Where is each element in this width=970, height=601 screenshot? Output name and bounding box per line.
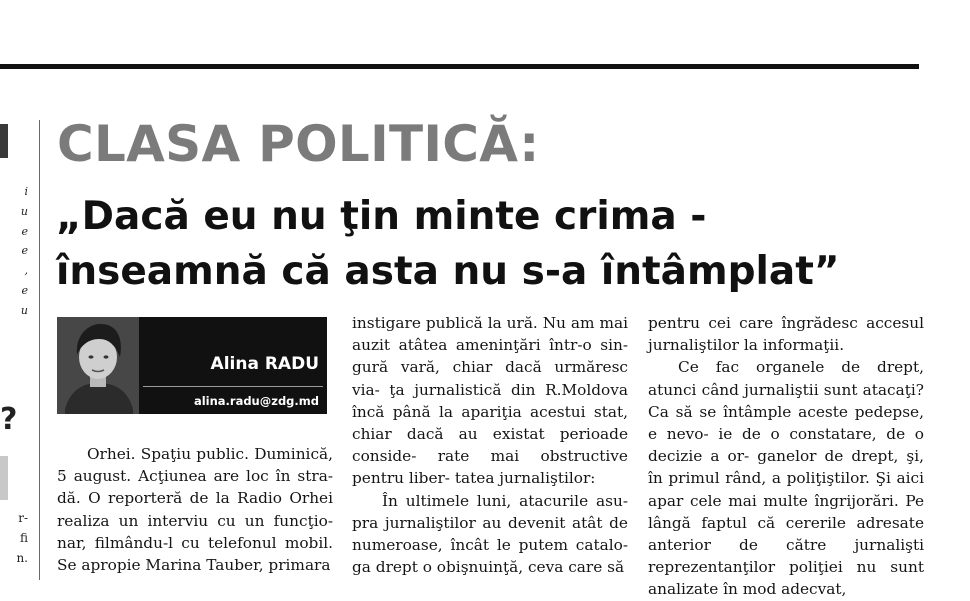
author-divider xyxy=(143,386,323,387)
paragraph: pentru cei care îngrădesc accesul jurnaliştilor la informaţii. xyxy=(648,314,924,355)
paragraph: În ultimele luni, atacurile asu- pra jurnaliştilor au devenit atât de numeroase, încât le putem catalo- ga drept o obişnuinţă, ceva care să xyxy=(352,491,628,577)
headline-line-1: „Dacă eu nu ţin minte crima - xyxy=(56,194,707,239)
column-divider xyxy=(39,120,40,580)
author-box xyxy=(57,317,327,414)
adjacent-grey-block xyxy=(0,456,8,500)
article-headline xyxy=(56,189,936,299)
top-rule xyxy=(0,64,919,69)
article-column-3 xyxy=(648,312,924,601)
paragraph: instigare publică la ură. Nu am mai auzit atâtea ameninţări într-o sin- gură vară, chiar dacă urmăresc via- ţa jurnalistică din R.Moldova încă până la apariţia acestui stat, chiar dacă au existat perioade conside- rate mai obstructive pentru liber- tatea jurnaliştilor: xyxy=(352,314,628,488)
headline-line-2: înseamnă că asta nu s-a întâmplat” xyxy=(56,249,840,294)
author-name: Alina RADU xyxy=(210,354,319,374)
adjacent-article-fragment xyxy=(0,118,32,580)
adjacent-italic-text: i u e e , e u xyxy=(20,185,28,317)
article-column-1 xyxy=(57,443,333,576)
paragraph: Ce fac organele de drept, atunci când jurnaliştii sunt atacaţi? Ca să se întâmple aceste pedepse, e nevo- ie de o constatare, de o decizie a or- ganelor de drept, şi, în primul rând, a poliţiştilor. Şi aici apar cele mai multe îngrijorări. Pe lângă faptul că cererile adresate anterior de către jurnalişti reprezentanţilor poliţiei nu sunt analizate în mod adecvat, xyxy=(648,358,925,599)
adjacent-heading-bar xyxy=(0,124,8,158)
paragraph: Orhei. Spaţiu public. Duminică, 5 august. Acţiunea are loc în stra- dă. O reporteră de la Radio Orhei realiza un interviu cu un funcţio- nar, filmându-l cu telefonul mobil. Se apropie Marina Tauber, primara xyxy=(57,445,333,575)
section-kicker: CLASA POLITICĂ: xyxy=(57,115,540,173)
adjacent-body-text: r- fi n. xyxy=(16,511,28,565)
author-photo xyxy=(57,317,139,414)
author-portrait-icon xyxy=(57,317,139,414)
author-email: alina.radu@zdg.md xyxy=(193,394,319,408)
article-column-2 xyxy=(352,312,628,578)
adjacent-question-mark: ? xyxy=(0,402,18,437)
